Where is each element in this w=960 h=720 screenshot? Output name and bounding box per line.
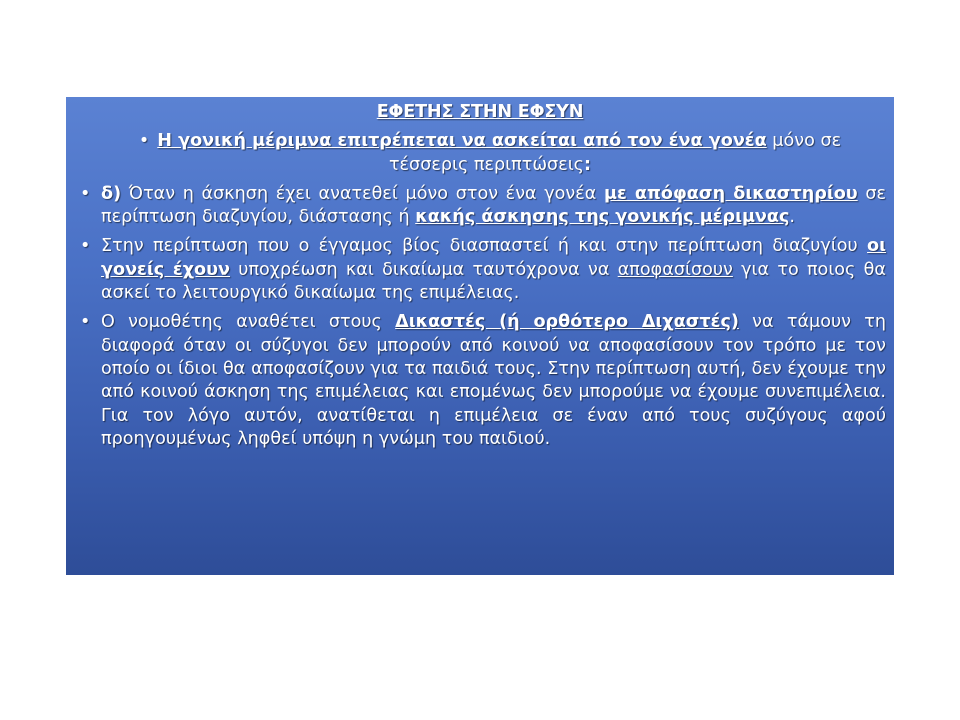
bullet-paragraph-2 [74, 183, 886, 230]
bullet-paragraph-3 [74, 235, 886, 305]
p2-label: δ) [101, 183, 122, 204]
p2-text-3: . [789, 207, 796, 228]
bullet-paragraph-1 [74, 130, 886, 177]
bullet-icon: • [138, 131, 150, 152]
p4-text-1: Ο νομοθέτης αναθέτει στους [101, 312, 396, 333]
p3-text-3: για το ποιος θα ασκεί το λειτουργικό δικαίωμα της επιμέλειας. [101, 259, 886, 304]
p1-colon: : [584, 154, 592, 175]
content-box [66, 97, 894, 575]
p2-text-2: σε περίπτωση διαζυγίου, διάστασης ή [101, 183, 886, 228]
p2-text-1: Όταν η άσκηση έχει ανατεθεί μόνο στον ένα γονέα [121, 183, 605, 204]
p2-emphasis-2: κακής άσκησης της γονικής μέριμνας [415, 207, 790, 228]
p4-text-2: να τάμουν τη διαφορά όταν οι σύζυγοι δεν μπορούν από κοινού να αποφασίσουν τον τρόπο με τον οποίο οι ίδιοι θα αποφασίζουν για τα παιδιά τους. Στην περίπτωση αυτή, δεν έχουμε την από κοινού άσκηση της επιμέλειας και επομένως δεν μπορούμε να έχουμε συνεπιμέλεια. Για τον λόγο αυτόν, ανατίθεται η επιμέλεια σε έναν από τους συζύγους αφού προηγουμένως ληφθεί υπόψη η γνώμη του παιδιού. [101, 312, 887, 449]
p1-emphasis: Η γονική μέριμνα επιτρέπεται να ασκείται από τον ένα γονέα [157, 131, 767, 152]
p4-emphasis-1: Δικαστές (ή ορθότερο Διχαστές) [395, 312, 739, 333]
p3-emphasis-1: οι γονείς έχουν [101, 236, 886, 280]
slide-title: ΕΦΕΤΗΣ ΣΤΗΝ ΕΦΣΥΝ [376, 102, 584, 122]
p3-text-1: Στην περίπτωση που ο έγγαμος βίος διασπαστεί ή και στην περίπτωση διαζυγίου [101, 236, 868, 257]
bullet-paragraph-4 [74, 311, 886, 451]
p3-text-2: υποχρέωση και δικαίωμα ταυτόχρονα να [230, 259, 618, 280]
bullet-icon: • [80, 236, 91, 257]
bullet-icon: • [80, 183, 91, 204]
bullet-icon: • [80, 312, 91, 333]
p1-text: μόνο σε τέσσερις περιπτώσεις [388, 131, 842, 175]
p3-underlined: αποφασίσουν [617, 259, 733, 280]
p2-emphasis-1: με απόφαση δικαστηρίου [604, 183, 858, 204]
